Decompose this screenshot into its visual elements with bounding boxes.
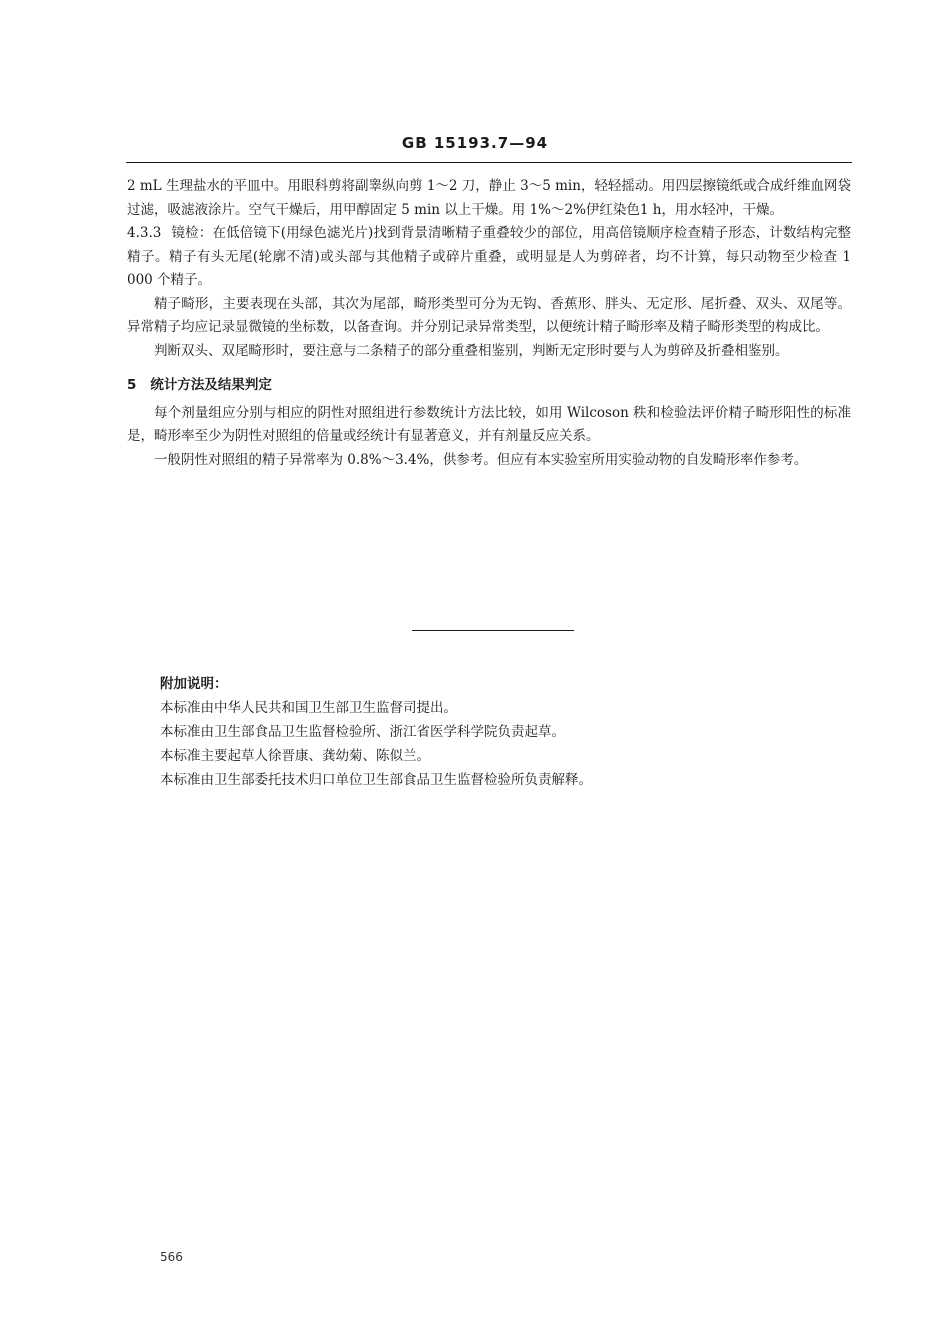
notes-line: 本标准由中华人民共和国卫生部卫生监督司提出。	[160, 700, 457, 716]
paragraph-reference-rate: 一般阴性对照组的精子异常率为 0.8%～3.4%，供参考。但应有本实验室所用实验动物的自发畸形率作参考。	[154, 451, 808, 468]
page-number: 566	[160, 1250, 183, 1264]
notes-title: 附加说明：	[160, 676, 228, 692]
end-of-text-rule	[412, 630, 574, 631]
clause-4-3-3	[127, 222, 851, 293]
notes-line: 本标准由卫生部食品卫生监督检验所、浙江省医学科学院负责起草。	[160, 724, 565, 740]
header-rule	[126, 162, 852, 163]
notes-line: 本标准由卫生部委托技术归口单位卫生部食品卫生监督检验所负责解释。	[160, 772, 592, 788]
paragraph-abnormality-types: 精子畸形，主要表现在头部，其次为尾部，畸形类型可分为无钩、香蕉形、胖头、无定形、尾折叠、双头、双尾等。异常精子均应记录显微镜的坐标数，以备查询。并分别记录异常类型，以便统计精子畸形率及精子畸形类型的构成比。	[127, 295, 851, 335]
body-text	[127, 175, 851, 472]
paragraph-continuation: 2 mL 生理盐水的平皿中。用眼科剪将副睾纵向剪 1～2 刀，静止 3～5 min，轻轻摇动。用四层擦镜纸或合成纤维血网袋过滤，吸滤液涂片。空气干燥后，用甲醇固定 5 min 以上干燥。用 1%～2%伊红染色1 h，用水轻冲，干燥。	[127, 178, 851, 218]
additional-notes	[160, 672, 850, 792]
notes-line: 本标准主要起草人徐晋康、龚幼菊、陈似兰。	[160, 748, 430, 764]
page-header-standard-code: GB 15193.7—94	[401, 134, 549, 152]
section-number: 5	[127, 377, 137, 393]
section-title: 统计方法及结果判定	[150, 377, 272, 393]
paragraph-judgement: 判断双头、双尾畸形时，要注意与二条精子的部分重叠相鉴别，判断无定形时要与人为剪碎及折叠相鉴别。	[154, 342, 789, 359]
paragraph-statistics: 每个剂量组应分别与相应的阴性对照组进行参数统计方法比较，如用 Wilcoson 秩和检验法评价精子畸形阳性的标准是，畸形率至少为阴性对照组的倍量或经统计有显著意义，并有剂量反应关系。	[127, 404, 851, 444]
clause-text: 镜检：在低倍镜下(用绿色滤光片)找到背景清晰精子重叠较少的部位，用高倍镜顺序检查精子形态，计数结构完整精子。精子有头无尾(轮廓不清)或头部与其他精子或碎片重叠，或明显是人为剪碎者，均不计算，每只动物至少检查 1 000 个精子。	[127, 225, 851, 288]
section-heading-5	[127, 374, 851, 398]
clause-number: 4.3.3	[127, 225, 162, 241]
